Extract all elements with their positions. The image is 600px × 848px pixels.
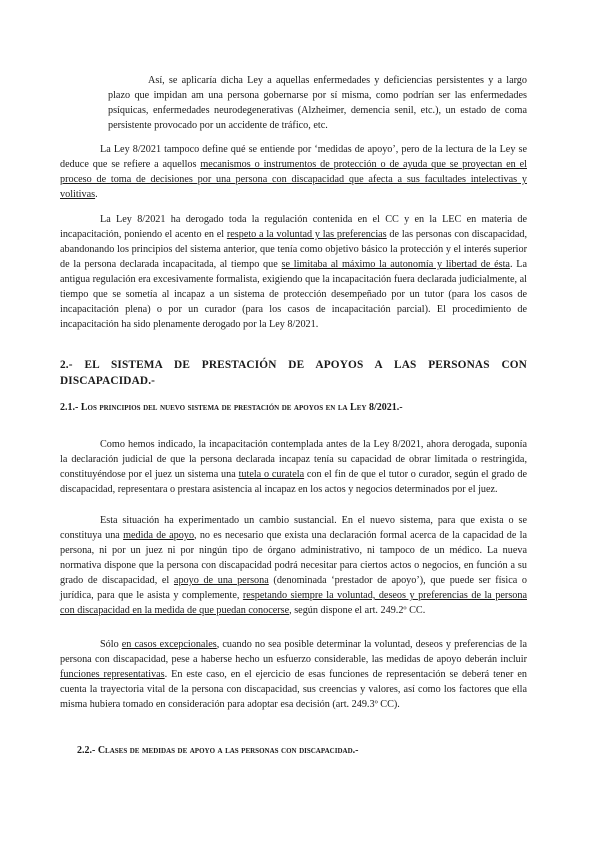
underlined-text: mecanismos o instrumentos de protección o de ayuda que se proyectan en el proceso de toma de decisiones por una persona con discapacidad que afecta a sus facultades intelectivas y volitivas [60, 159, 527, 200]
paragraph-derogacion [60, 212, 527, 332]
text-run: La Ley 8/2021 tampoco define qué se entiende por ‘medidas de apoyo’, pero de la lectura de la Ley se deduce que se refiere a aquellos [60, 144, 527, 170]
text-run: La Ley 8/2021 ha derogado toda la regulación contenida en el CC y en la LEC en materia de incapacitación, poniendo el acento en el [60, 214, 527, 240]
subsection-heading-2-1: 2.1.- Los principios del nuevo sistema de prestación de apoyos en la Ley 8/2021.- [60, 402, 403, 413]
paragraph-nuevo-sistema [60, 513, 527, 618]
text-run: . La antigua regulación era excesivamente formalista, exigiendo que la incapacitación fuera declarada judicialmente, al tiempo que se sometía al incapaz a un sistema de protección desempeñado por un tutor (para los casos de incapacitación plena) o por un curador (para los casos de incapacitación parcial). El procedimiento de incapacitación ha sido plenamente derogado por la Ley 8/2021. [60, 259, 527, 330]
text-run: de las personas con discapacidad, abandonando los principios del sistema anterior, que tenía como objetivo básico la protección y el interés superior de la persona declarada incapacitada, al tiempo que [60, 229, 527, 270]
text-run: Esta situación ha experimentado un cambio sustancial. En el nuevo sistema, para que exista o se constituya una [60, 515, 527, 541]
text-run: Como hemos indicado, la incapacitación contemplada antes de la Ley 8/2021, ahora derogada, suponía la declaración judicial de que la persona declarada incapaz tenía su capacidad de obrar limitada o restringida, constituyéndose por el juez un sistema una [60, 439, 527, 480]
subsection-heading-2-2: 2.2.- Clases de medidas de apoyo a las personas con discapacidad.- [77, 745, 359, 756]
quote-paragraph [108, 73, 527, 133]
paragraph-incapacitacion [60, 437, 527, 497]
text-run: . En este caso, en el ejercicio de esas funciones de representación se deberá tener en cuenta la trayectoria vital de la persona con discapacidad, sus creencias y valores, así como los factores que ella misma hubiera tomado en consideración para adoptar esa decisión (art. 249.3º CC). [60, 669, 527, 710]
underlined-text: funciones representativas [60, 669, 165, 680]
text-run: , según dispone el art. 249.2º CC. [289, 605, 426, 616]
text-run: con el fin de que el tutor o curador, según el grado de discapacidad, representara o prestara asistencia al incapaz en los actos y negocios determinados por el juez. [60, 469, 527, 495]
underlined-text: tutela o curatela [238, 469, 305, 480]
underlined-text: en casos excepcionales [121, 639, 217, 650]
text-run: , no es necesario que exista una declaración formal acerca de la capacidad de la persona, ni por un juez ni por ningún tipo de órgano administrativo, ni tampoco de un médico. La nueva normativa dispone que la persona con discapacidad podrá necesitar para ciertos actos o negocios, en función a su grado de discapacidad, el [60, 530, 527, 586]
underlined-text: respetando siempre la voluntad, deseos y preferencias de la persona con discapacidad en la medida de que puedan conocerse [60, 590, 527, 616]
text-run: , cuando no sea posible determinar la voluntad, deseos y preferencias de la persona con discapacidad, pese a haberse hecho un esfuerzo considerable, las medidas de apoyo deberán incluir [60, 639, 528, 665]
quote-text: Así, se aplicaría dicha Ley a aquellas enfermedades y deficiencias persistentes y a largo plazo que impidan am una persona gobernarse por sí misma, como podrían ser las enfermedades psíquicas, enfermedades neurodegenerativas (Alzheimer, demencia senil, etc.), un estado de coma persistente provocado por un accidente de tráfico, etc. [108, 75, 527, 131]
text-run: Sólo [100, 639, 122, 650]
section-heading-2: 2.- EL SISTEMA DE PRESTACIÓN DE APOYOS A LAS PERSONAS CON DISCAPACIDAD.- [60, 359, 527, 387]
text-run: . [95, 189, 98, 200]
paragraph-casos-excepcionales [60, 637, 527, 712]
underlined-text: medida de apoyo [123, 530, 195, 541]
underlined-text: apoyo de una persona [173, 575, 269, 586]
underlined-text: se limitaba al máximo la autonomía y libertad de ésta [281, 259, 510, 270]
underlined-text: respeto a la voluntad y las preferencias [226, 229, 387, 240]
text-run: (denominada ‘prestador de apoyo’), que puede ser física o jurídica, para que le asista y complemente, [60, 575, 528, 601]
paragraph-medidas-de-apoyo [60, 142, 527, 202]
